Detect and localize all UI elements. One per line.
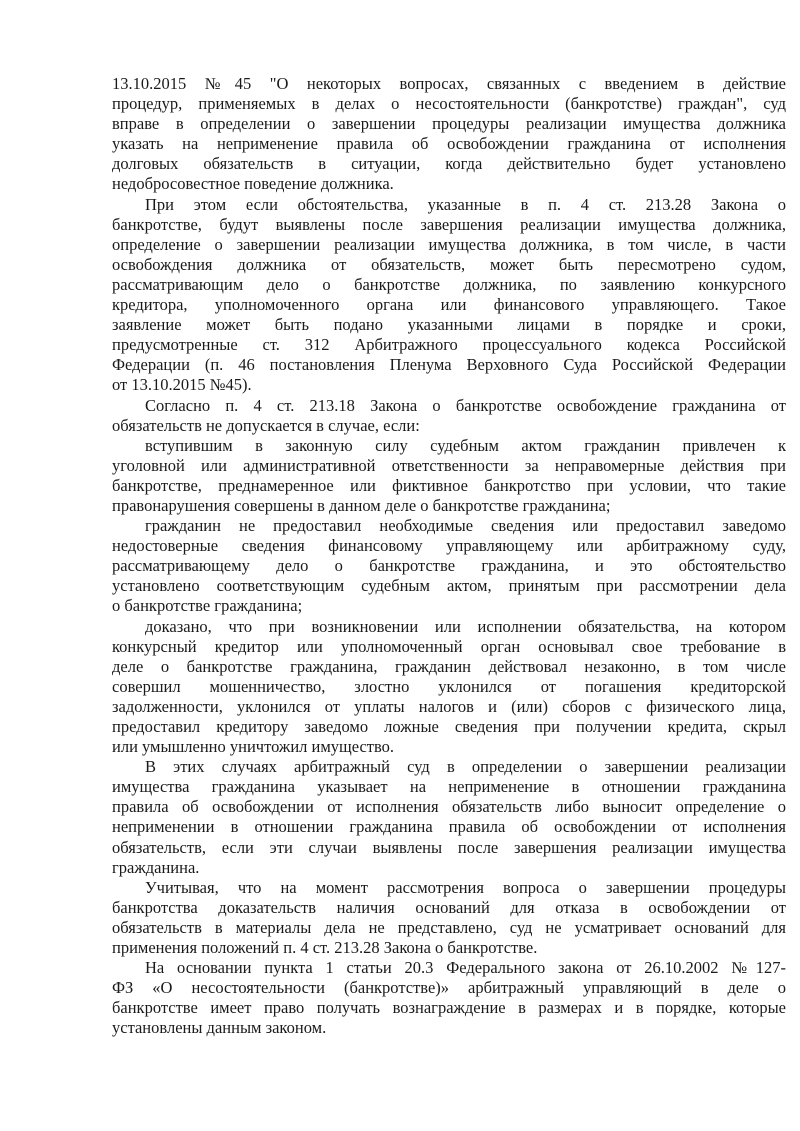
text-line: 13.10.2015 №45 "О некоторых вопросах, связанных с введением в действие: [112, 74, 786, 93]
text-line: банкротстве, будут выявлены после завершения реализации имущества должника,: [112, 214, 786, 234]
text-line: В этих случаях арбитражный суд в определении о завершении реализации: [145, 757, 786, 777]
text-line: обязательств в материалы дела не представлено, суд не усматривает оснований для: [112, 917, 786, 937]
text-line: или умышленно уничтожил имущество.: [112, 737, 395, 757]
text-line: вступившим в законную силу судебным актом гражданин привлечен к: [145, 435, 786, 455]
text-line: конкурсный кредитор или уполномоченный орган основывал свое требование в: [112, 636, 786, 656]
paragraph: [112, 74, 786, 195]
text-line: гражданин не предоставил необходимые сведения или предоставил заведомо: [145, 516, 786, 536]
text-line: применения положений п. 4 ст. 213.28 Закона о банкротстве.: [112, 938, 538, 958]
text-line: обязательств не допускается в случае, если:: [112, 415, 420, 435]
text-line: указать на неприменение правила об освобождении гражданина от исполнения: [112, 134, 786, 154]
text-line: вправе в определении о завершении процедуры реализации имущества должника: [112, 114, 786, 134]
text-line: заявление может быть подано указанными лицами в порядке и сроки,: [112, 315, 786, 335]
text-line: Согласно п. 4 ст. 213.18 Закона о банкротстве освобождение гражданина от: [145, 395, 786, 415]
text-line: процедур, применяемых в делах о несостоятельности (банкротстве) граждан", суд: [112, 94, 786, 114]
text-line: банкротстве, преднамеренное или фиктивное банкротство при условии, что такие: [112, 475, 786, 495]
paragraph: [112, 436, 786, 516]
text-line: Федерации (п. 46 постановления Пленума Верховного Суда Российской Федерации: [112, 355, 786, 375]
text-line: недобросовестное поведение должника.: [112, 174, 394, 194]
text-line: При этом если обстоятельства, указанные в п. 4 ст. 213.28 Закона о: [145, 194, 786, 214]
text-line: банкротства доказательств наличия оснований для отказа в освобождении от: [112, 897, 786, 917]
text-line: уголовной или административной ответственности за неправомерные действия при: [112, 455, 786, 475]
paragraph: [112, 516, 786, 616]
text-line: от 13.10.2015 №45).: [112, 375, 252, 395]
paragraph: [112, 617, 786, 758]
text-line: совершил мошенничество, злостно уклонился от погашения кредиторской: [112, 676, 786, 696]
text-line: обязательств, если эти случаи выявлены после завершения реализации имущества: [112, 837, 786, 857]
text-line: правонарушения совершены в данном деле о банкротстве гражданина;: [112, 495, 611, 515]
text-line: банкротстве имеет право получать вознаграждение в размерах и в порядке, которые: [112, 998, 786, 1018]
document-text: [112, 74, 786, 1039]
text-line: предусмотренные ст. 312 Арбитражного процессуального кодекса Российской: [112, 335, 786, 355]
text-line: неприменении в отношении гражданина правила об освобождении от исполнения: [112, 817, 786, 837]
text-line: Учитывая, что на момент рассмотрения вопроса о завершении процедуры: [145, 877, 786, 897]
text-line: предоставил кредитору заведомо ложные сведения при получении кредита, скрыл: [112, 717, 786, 736]
paragraph: [112, 878, 786, 958]
text-line: установлено соответствующим судебным актом, принятым при рассмотрении дела: [112, 576, 786, 596]
text-line: недостоверные сведения финансовому управляющему или арбитражному суду,: [112, 536, 786, 556]
text-line: освобождения должника от обязательств, может быть пересмотрено судом,: [112, 254, 786, 274]
text-line: правила об освобождении от исполнения обязательств либо выносит определение о: [112, 797, 786, 817]
text-line: задолженности, уклонился от уплаты налогов и (или) сборов с физического лица,: [112, 696, 786, 716]
text-line: ФЗ «О несостоятельности (банкротстве)» арбитражный управляющий в деле о: [112, 978, 786, 998]
text-line: деле о банкротстве гражданина, гражданин действовал незаконно, в том числе: [112, 656, 786, 676]
text-line: имущества гражданина указывает на неприменение в отношении гражданина: [112, 777, 786, 797]
text-line: установлены данным законом.: [112, 1018, 327, 1038]
paragraph: [112, 958, 786, 1038]
text-line: определение о завершении реализации имущества должника, в том числе, в части: [112, 234, 786, 254]
text-line: доказано, что при возникновении или исполнении обязательства, на котором: [145, 616, 786, 636]
text-line: кредитора, уполномоченного органа или финансового управляющего. Такое: [112, 295, 786, 315]
text-line: рассматривающим дело о банкротстве должника, по заявлению конкурсного: [112, 274, 786, 294]
text-line: о банкротстве гражданина;: [112, 596, 303, 616]
paragraph: [112, 195, 786, 396]
text-line: долговых обязательств в ситуации, когда действительно будет установлено: [112, 154, 786, 174]
paragraph: [112, 757, 786, 878]
paragraph: [112, 396, 786, 436]
text-line: На основании пункта 1 статьи 20.3 Федерального закона от 26.10.2002 №127-: [145, 958, 786, 978]
text-line: рассматривающему дело о банкротстве гражданина, и это обстоятельство: [112, 556, 786, 576]
text-line: гражданина.: [112, 857, 200, 877]
